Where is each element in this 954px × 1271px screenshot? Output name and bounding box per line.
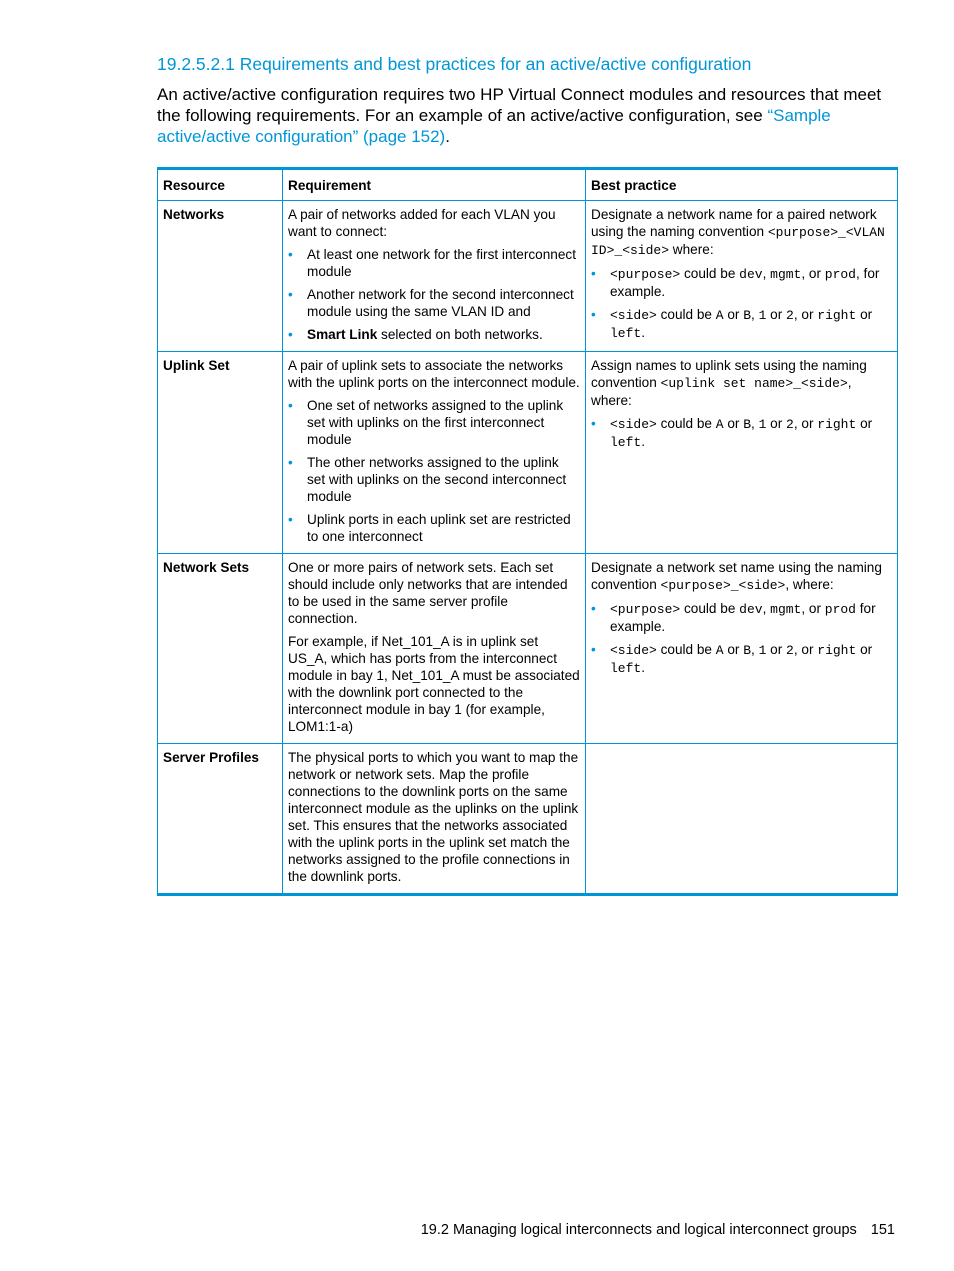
- code: <purpose>: [610, 602, 681, 617]
- list-item: • At least one network for the first interconnect module: [288, 246, 580, 280]
- best-practice-server-profiles: [586, 744, 898, 895]
- code: A: [715, 417, 724, 432]
- table-row: [158, 201, 898, 352]
- text: , or: [793, 416, 818, 431]
- page-number: 151: [870, 1222, 895, 1238]
- text: or: [723, 642, 744, 657]
- code: 1: [758, 308, 767, 323]
- text: , or: [801, 601, 825, 616]
- code: mgmt: [770, 602, 802, 617]
- naming-convention-code: <uplink set name>_<side>: [660, 376, 848, 391]
- header-best-practice: Best practice: [586, 169, 898, 201]
- list-item: [591, 600, 892, 635]
- code: left: [610, 326, 642, 341]
- code: right: [817, 417, 857, 432]
- code: <side>: [610, 417, 657, 432]
- resource-networks: Networks: [158, 201, 283, 352]
- list-item: [591, 415, 892, 451]
- intro-end: .: [445, 127, 450, 146]
- text: or: [856, 416, 873, 431]
- text: or: [723, 307, 744, 322]
- text: , or: [801, 266, 825, 281]
- header-resource: Resource: [158, 169, 283, 201]
- list-item: [288, 326, 580, 343]
- code: prod: [824, 267, 856, 282]
- code: B: [743, 643, 752, 658]
- resource-uplink-set: Uplink Set: [158, 352, 283, 554]
- code: 1: [758, 417, 767, 432]
- text: or: [723, 416, 744, 431]
- code: 2: [786, 643, 794, 658]
- text: or: [766, 416, 787, 431]
- text: could be: [680, 601, 740, 616]
- bp-text: where:: [669, 242, 714, 257]
- page-footer: [421, 1222, 895, 1238]
- list-item-text: selected on both networks.: [377, 327, 543, 342]
- code: B: [743, 308, 752, 323]
- requirement-uplink-set: [283, 352, 586, 554]
- table-row: [158, 744, 898, 895]
- best-practice-intro: [591, 357, 892, 409]
- code: A: [715, 308, 724, 323]
- naming-convention-code: <purpose>_<side>: [660, 578, 786, 593]
- requirement-example: For example, if Net_101_A is in uplink set US_A, which has ports from the interconnect module in bay 1, Net_101_A must be associated with the downlink port connected to the interconnect module in bay 1 (for example, LOM1:1-a): [288, 634, 580, 734]
- code: <purpose>: [610, 267, 681, 282]
- requirement-list: [288, 246, 580, 343]
- text: ,: [751, 307, 759, 322]
- requirement-intro: A pair of uplink sets to associate the networks with the uplink ports on the interconnect module.: [288, 358, 580, 390]
- list-item: • One set of networks assigned to the uplink set with uplinks on the first interconnect module: [288, 397, 580, 448]
- code: 1: [758, 643, 767, 658]
- best-practice-list: [591, 265, 892, 342]
- text: .: [641, 434, 645, 449]
- text: ,: [751, 416, 759, 431]
- intro-text: An active/active configuration requires two HP Virtual Connect modules and resources that meet the following requirements. For an example of an active/active configuration, see: [157, 85, 882, 125]
- text: ,: [762, 266, 771, 281]
- best-practice-networks: [586, 201, 898, 352]
- sample-config-link[interactable]: “Sample active/active configuration” (page 152): [157, 106, 831, 146]
- resource-server-profiles: Server Profiles: [158, 744, 283, 895]
- naming-convention-code: <purpose>_<VLAN ID>_<side>: [591, 225, 885, 258]
- list-item: [591, 641, 892, 677]
- text: or: [766, 642, 787, 657]
- requirement-list: [288, 397, 580, 545]
- resource-network-sets: Network Sets: [158, 554, 283, 744]
- text: ,: [751, 642, 759, 657]
- bp-text: Designate a network name for a paired network using the naming convention: [591, 207, 877, 239]
- requirements-table: [157, 167, 898, 896]
- table-row: [158, 554, 898, 744]
- header-requirement: Requirement: [283, 169, 586, 201]
- intro-paragraph: [157, 84, 897, 147]
- requirement-network-sets: [283, 554, 586, 744]
- list-item: [591, 306, 892, 342]
- code: prod: [824, 602, 856, 617]
- bp-text: , where:: [591, 375, 852, 408]
- code: mgmt: [770, 267, 802, 282]
- best-practice-network-sets: [586, 554, 898, 744]
- best-practice-intro: [591, 206, 892, 259]
- code: right: [817, 308, 857, 323]
- requirement-server-profiles: The physical ports to which you want to map the network or network sets. Map the profile connections to the downlink ports on the same interconnect module as the uplinks on the uplink set. This ensures that the networks associated with the uplink ports in the uplink set match the networks assigned to the profile connections in the downlink ports.: [283, 744, 586, 895]
- code: left: [610, 435, 642, 450]
- requirement-intro: A pair of networks added for each VLAN you want to connect:: [288, 207, 556, 239]
- list-item: • Another network for the second interconnect module using the same VLAN ID and: [288, 286, 580, 320]
- code: left: [610, 661, 642, 676]
- text: , for example.: [610, 266, 880, 299]
- smart-link-label: Smart Link: [307, 327, 378, 342]
- text: could be: [656, 416, 716, 431]
- table-row: [158, 352, 898, 554]
- code: dev: [739, 602, 763, 617]
- text: could be: [656, 307, 716, 322]
- code: <side>: [610, 308, 657, 323]
- code: right: [817, 643, 857, 658]
- code: 2: [786, 417, 794, 432]
- code: B: [743, 417, 752, 432]
- code: <side>: [610, 643, 657, 658]
- section-heading: 19.2.5.2.1 Requirements and best practices for an active/active configuration: [157, 54, 752, 74]
- bp-text: Assign names to uplink sets using the naming convention: [591, 358, 867, 390]
- text: or: [856, 642, 873, 657]
- list-item: • Uplink ports in each uplink set are restricted to one interconnect: [288, 511, 580, 545]
- best-practice-list: [591, 600, 892, 677]
- footer-section-title: 19.2 Managing logical interconnects and logical interconnect groups: [420, 1222, 857, 1238]
- text: for example.: [610, 601, 876, 634]
- text: , or: [793, 307, 818, 322]
- text: or: [766, 307, 787, 322]
- requirement-paragraph: One or more pairs of network sets. Each set should include only networks that are intended to be used in the same server profile connection.: [288, 560, 568, 626]
- bp-text: , where:: [785, 577, 834, 592]
- text: .: [641, 660, 645, 675]
- text: or: [856, 307, 873, 322]
- list-item: [591, 265, 892, 300]
- best-practice-intro: [591, 559, 892, 594]
- text: , or: [793, 642, 818, 657]
- table-header-row: [158, 169, 898, 201]
- bp-text: Designate a network set name using the naming convention: [591, 560, 882, 592]
- requirement-networks: [283, 201, 586, 352]
- best-practice-list: [591, 415, 892, 451]
- text: ,: [762, 601, 771, 616]
- list-item: • The other networks assigned to the uplink set with uplinks on the second interconnect module: [288, 454, 580, 505]
- code: 2: [786, 308, 794, 323]
- best-practice-uplink-set: [586, 352, 898, 554]
- text: could be: [656, 642, 716, 657]
- code: dev: [739, 267, 763, 282]
- code: A: [715, 643, 724, 658]
- text: .: [641, 325, 645, 340]
- text: could be: [680, 266, 740, 281]
